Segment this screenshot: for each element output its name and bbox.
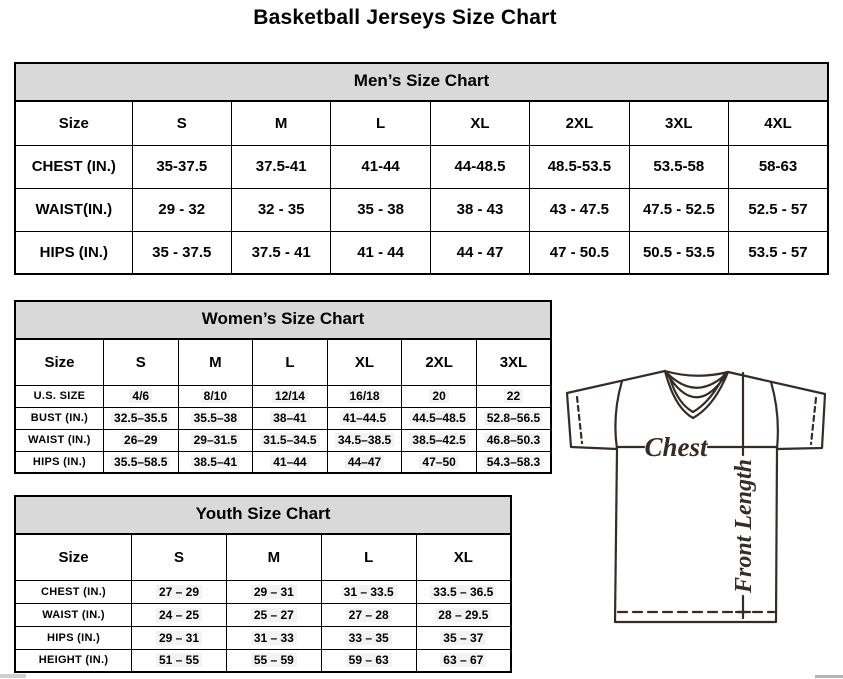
jersey-outline	[567, 371, 825, 622]
value-text: 8/10	[201, 389, 230, 403]
value-text: 34.5–38.5	[335, 433, 394, 447]
value-cell	[629, 188, 728, 231]
value-text: 46.8–50.3	[484, 433, 543, 447]
table-row	[15, 188, 828, 231]
value-cell	[430, 188, 529, 231]
chest-label: Chest	[644, 432, 708, 462]
value-cell	[430, 145, 529, 188]
value-text: 37.5-41	[255, 158, 307, 175]
value-text: 16/18	[347, 389, 383, 403]
value-text: 52.5 - 57	[748, 201, 808, 218]
womens-size-table	[14, 338, 552, 474]
value-text: 38 - 43	[456, 201, 504, 218]
value-cell	[402, 451, 477, 473]
value-cell	[231, 145, 330, 188]
value-cell	[476, 407, 551, 429]
left-cuff-dashed	[577, 397, 582, 443]
value-cell	[231, 188, 330, 231]
value-cell	[629, 145, 728, 188]
row-label: U.S. SIZE	[15, 385, 103, 407]
size-column-header: Size	[15, 101, 132, 145]
value-cell	[402, 429, 477, 451]
value-text: 52.8–56.5	[484, 411, 543, 425]
table-row	[15, 385, 551, 407]
value-text: 33.5 – 36.5	[430, 585, 496, 599]
value-cell	[132, 580, 227, 603]
table-row	[15, 407, 551, 429]
value-cell	[629, 231, 728, 274]
value-cell	[132, 188, 231, 231]
column-header: M	[226, 534, 321, 580]
value-text: 29 – 31	[156, 631, 202, 645]
value-text: 58-63	[758, 158, 798, 175]
value-text: 41–44.5	[340, 411, 389, 425]
value-text: 63 – 67	[440, 653, 486, 667]
value-cell	[476, 429, 551, 451]
value-cell	[321, 626, 416, 649]
value-text: 53.5 - 57	[748, 243, 808, 261]
value-text: 29 - 32	[158, 201, 206, 218]
value-text: 53.5-58	[653, 158, 705, 175]
value-text: 26–29	[121, 433, 160, 447]
value-cell	[416, 603, 511, 626]
header-row	[15, 101, 828, 145]
value-text: 32.5–35.5	[111, 411, 170, 425]
column-header: 2XL	[530, 101, 629, 145]
column-header: XL	[430, 101, 529, 145]
table-row	[15, 451, 551, 473]
value-cell	[178, 429, 253, 451]
column-header: L	[331, 101, 430, 145]
table-row	[15, 649, 511, 672]
collar-top-line	[665, 371, 728, 376]
value-cell	[402, 385, 477, 407]
right-cuff-dashed	[811, 398, 816, 444]
value-text: 38.5–41	[191, 455, 240, 469]
table-row	[15, 603, 511, 626]
value-cell	[416, 626, 511, 649]
value-cell	[729, 188, 829, 231]
value-cell	[416, 580, 511, 603]
column-header: 3XL	[476, 339, 551, 385]
value-text: 25 – 27	[251, 608, 297, 622]
value-text: 41-44	[361, 158, 400, 175]
value-cell	[321, 649, 416, 672]
value-cell	[530, 188, 629, 231]
value-cell	[430, 231, 529, 274]
youth-size-chart	[14, 495, 512, 673]
size-column-header: Size	[15, 534, 132, 580]
value-text: 41–44	[270, 455, 309, 469]
value-text: 20	[429, 389, 448, 403]
value-text: 44.5–48.5	[409, 411, 468, 425]
value-cell	[103, 407, 178, 429]
value-cell	[226, 626, 321, 649]
row-label: CHEST (IN.)	[15, 145, 132, 188]
value-cell	[331, 231, 430, 274]
value-text: 29–31.5	[191, 433, 240, 447]
value-text: 32 - 35	[257, 201, 305, 218]
value-cell	[103, 385, 178, 407]
value-text: 47 - 50.5	[549, 243, 609, 261]
mens-chart-title: Men’s Size Chart	[14, 62, 829, 100]
value-cell	[178, 407, 253, 429]
left-armhole-seam	[615, 381, 622, 449]
value-text: 51 – 55	[156, 653, 202, 667]
value-text: 27 – 28	[346, 608, 392, 622]
womens-size-chart	[14, 300, 552, 474]
value-cell	[402, 407, 477, 429]
column-header: S	[132, 101, 231, 145]
value-cell	[729, 231, 829, 274]
value-text: 41 - 44	[357, 243, 404, 261]
youth-size-table	[14, 533, 512, 673]
value-cell	[253, 385, 328, 407]
value-cell	[226, 580, 321, 603]
value-cell	[103, 451, 178, 473]
youth-chart-title: Youth Size Chart	[14, 495, 512, 533]
value-text: 44 - 47	[456, 243, 504, 261]
value-cell	[178, 385, 253, 407]
value-text: 31 – 33	[251, 631, 297, 645]
value-text: 22	[504, 389, 523, 403]
value-cell	[327, 429, 402, 451]
value-cell	[476, 451, 551, 473]
value-cell	[132, 603, 227, 626]
value-text: 38–41	[270, 411, 309, 425]
value-cell	[132, 145, 231, 188]
value-cell	[226, 649, 321, 672]
header-row	[15, 339, 551, 385]
table-row	[15, 231, 828, 274]
column-header: XL	[327, 339, 402, 385]
value-cell	[132, 649, 227, 672]
value-text: 44-48.5	[454, 158, 506, 175]
column-header: 3XL	[629, 101, 728, 145]
table-row	[15, 580, 511, 603]
value-cell	[530, 231, 629, 274]
value-cell	[327, 385, 402, 407]
right-armhole-seam	[771, 382, 778, 449]
value-text: 29 – 31	[251, 585, 297, 599]
column-header: XL	[416, 534, 511, 580]
value-text: 55 – 59	[251, 653, 297, 667]
jersey-measurement-diagram	[556, 360, 843, 630]
value-text: 43 - 47.5	[549, 201, 609, 218]
horizontal-scrollbar-right-fragment[interactable]	[815, 675, 843, 678]
value-text: 48.5-53.5	[547, 158, 612, 175]
value-cell	[253, 429, 328, 451]
value-text: 28 – 29.5	[435, 608, 491, 622]
row-label: HIPS (IN.)	[15, 231, 132, 274]
value-text: 31.5–34.5	[260, 433, 319, 447]
value-text: 35 - 38	[357, 201, 404, 218]
row-label: HIPS (IN.)	[15, 451, 103, 473]
table-row	[15, 429, 551, 451]
column-header: S	[103, 339, 178, 385]
row-label: WAIST (IN.)	[15, 429, 103, 451]
value-text: 47–50	[419, 455, 458, 469]
header-row	[15, 534, 511, 580]
value-text: 35 - 37.5	[152, 243, 212, 261]
value-cell	[476, 385, 551, 407]
column-header: M	[231, 101, 330, 145]
value-cell	[331, 145, 430, 188]
row-label: BUST (IN.)	[15, 407, 103, 429]
row-label: HIPS (IN.)	[15, 626, 132, 649]
value-text: 24 – 25	[156, 608, 202, 622]
value-cell	[253, 451, 328, 473]
column-header: L	[253, 339, 328, 385]
value-text: 38.5–42.5	[409, 433, 468, 447]
row-label: WAIST (IN.)	[15, 603, 132, 626]
value-cell	[226, 603, 321, 626]
column-header: S	[132, 534, 227, 580]
value-text: 35.5–58.5	[111, 455, 170, 469]
value-cell	[178, 451, 253, 473]
womens-chart-title: Women’s Size Chart	[14, 300, 552, 338]
row-label: WAIST(IN.)	[15, 188, 132, 231]
value-cell	[321, 580, 416, 603]
value-cell	[321, 603, 416, 626]
table-row	[15, 145, 828, 188]
value-cell	[132, 231, 231, 274]
page-title: Basketball Jerseys Size Chart	[253, 6, 557, 29]
value-text: 4/6	[129, 389, 152, 403]
value-cell	[327, 407, 402, 429]
value-cell	[530, 145, 629, 188]
column-header: M	[178, 339, 253, 385]
row-label: HEIGHT (IN.)	[15, 649, 132, 672]
value-cell	[331, 188, 430, 231]
mens-size-chart	[14, 62, 829, 275]
value-text: 47.5 - 52.5	[642, 201, 715, 218]
value-cell	[729, 145, 829, 188]
value-text: 37.5 - 41	[251, 243, 311, 261]
mens-size-table	[14, 100, 829, 275]
value-text: 35.5–38	[191, 411, 240, 425]
value-cell	[103, 429, 178, 451]
front-length-label: Front Length	[731, 458, 757, 594]
table-row	[15, 626, 511, 649]
value-text: 44–47	[345, 455, 384, 469]
column-header: 2XL	[402, 339, 477, 385]
value-cell	[231, 231, 330, 274]
value-cell	[132, 626, 227, 649]
value-text: 31 – 33.5	[341, 585, 397, 599]
value-text: 54.3–58.3	[484, 455, 543, 469]
value-text: 35-37.5	[156, 158, 208, 175]
column-header: L	[321, 534, 416, 580]
value-text: 35 – 37	[440, 631, 486, 645]
size-column-header: Size	[15, 339, 103, 385]
value-cell	[327, 451, 402, 473]
value-cell	[416, 649, 511, 672]
row-label: CHEST (IN.)	[15, 580, 132, 603]
value-text: 50.5 - 53.5	[642, 243, 715, 261]
value-cell	[253, 407, 328, 429]
value-text: 27 – 29	[156, 585, 202, 599]
column-header: 4XL	[729, 101, 829, 145]
value-text: 59 – 63	[346, 653, 392, 667]
value-text: 33 – 35	[346, 631, 392, 645]
horizontal-scrollbar-left-fragment[interactable]	[0, 674, 26, 678]
value-text: 12/14	[272, 389, 308, 403]
